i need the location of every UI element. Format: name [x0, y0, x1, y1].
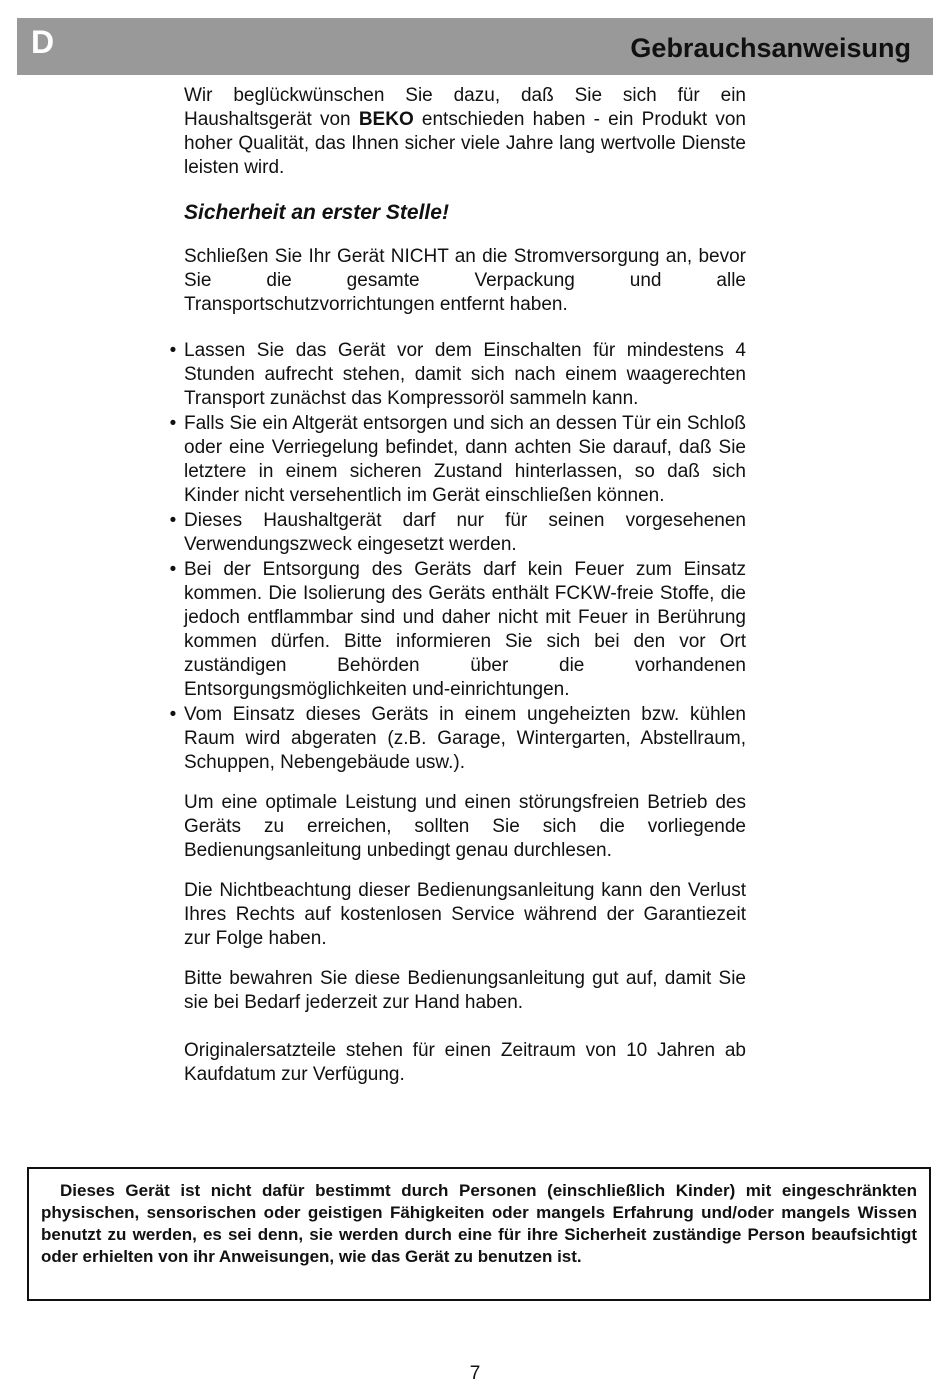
bullet-icon: • [169, 704, 177, 725]
warning-paragraph: Schließen Sie Ihr Gerät NICHT an die Stromversorgung an, bevor Sie die gesamte Verpackung und alle Transportschutzvorrichtungen entfernt haben. [184, 246, 746, 315]
spare-parts-paragraph: Originalersatzteile stehen für einen Zeitraum von 10 Jahren ab Kaufdatum zur Verfügung. [184, 1040, 746, 1085]
page-number: 7 [469, 1363, 481, 1384]
list-item-text: Lassen Sie das Gerät vor dem Einschalten für mindestens 4 Stunden aufrecht stehen, damit sich nach einem waagerechten Transport zunächst das Kompressoröl sammeln kann. [184, 340, 746, 409]
list-item-text: Falls Sie ein Altgerät entsorgen und sich an dessen Tür ein Schloß oder eine Verriegelung befindet, dann achten Sie darauf, daß Sie letztere in einem sicheren Zustand hinterlassen, so daß sich Kinder nicht versehentlich im Gerät einschließen können. [184, 413, 746, 506]
safety-bullet-list [169, 339, 746, 775]
section-heading: Sicherheit an erster Stelle! [184, 201, 449, 224]
intro-text-before: Wir beglückwünschen Sie dazu, daß Sie sich für ein Haushaltsgerät von [184, 85, 746, 130]
language-letter: D [31, 24, 55, 60]
performance-paragraph: Um eine optimale Leistung und einen störungsfreien Betrieb des Geräts zu erreichen, sollten Sie sich die vorliegende Bedienungsanleitung unbedingt genau durchlesen. [184, 792, 746, 861]
list-item [169, 558, 746, 702]
main-content [169, 84, 746, 1087]
list-item [169, 339, 746, 411]
bullet-icon: • [169, 340, 177, 361]
bullet-icon: • [169, 559, 177, 580]
list-item-text: Dieses Haushaltgerät darf nur für seinen vorgesehenen Verwendungszweck eingesetzt werden. [184, 510, 746, 555]
list-item [169, 412, 746, 508]
bullet-icon: • [169, 510, 177, 531]
list-item-text: Vom Einsatz dieses Geräts in einem ungeheizten bzw. kühlen Raum wird abgeraten (z.B. Garage, Wintergarten, Abstellraum, Schuppen, Nebengebäude usw.). [184, 704, 746, 773]
intro-paragraph [184, 84, 746, 180]
page-title: Gebrauchsanweisung [630, 33, 911, 63]
list-item [169, 703, 746, 775]
bullet-icon: • [169, 413, 177, 434]
safety-notice-text: Dieses Gerät ist nicht dafür bestimmt durch Personen (einschließlich Kinder) mit eingeschränkten physischen, sensorischen oder geistigen Fähigkeiten oder mangels Erfahrung und/oder mangels Wissen benutzt zu werden, es sei denn, sie werden durch eine für ihre Sicherheit zuständige Person beaufsichtigt oder erhielten von ihr Anweisungen, wie das Gerät zu benutzen ist. [41, 1181, 917, 1266]
list-item [169, 509, 746, 557]
intro-text-after: entschieden haben - ein Produkt von hoher Qualität, das Ihnen sicher viele Jahre lang wertvolle Dienste leisten wird. [184, 109, 746, 178]
warranty-paragraph: Die Nichtbeachtung dieser Bedienungsanleitung kann den Verlust Ihres Rechts auf kostenlosen Service während der Garantiezeit zur Folge haben. [184, 880, 746, 949]
keep-manual-paragraph: Bitte bewahren Sie diese Bedienungsanleitung gut auf, damit Sie sie bei Bedarf jederzeit zur Hand haben. [184, 968, 746, 1013]
safety-notice-box [27, 1167, 931, 1301]
list-item-text: Bei der Entsorgung des Geräts darf kein Feuer zum Einsatz kommen. Die Isolierung des Geräts enthält FCKW-freie Stoffe, die jedoch entflammbar sind und daher nicht mit Feuer in Berührung kommen dürfen. Bitte informieren Sie sich bei den vor Ort zuständigen Behörden über die vorhandenen Entsorgungsmöglichkeiten und-einrichtungen. [184, 559, 746, 700]
brand-name: BEKO [358, 109, 414, 130]
page-header [17, 18, 933, 75]
